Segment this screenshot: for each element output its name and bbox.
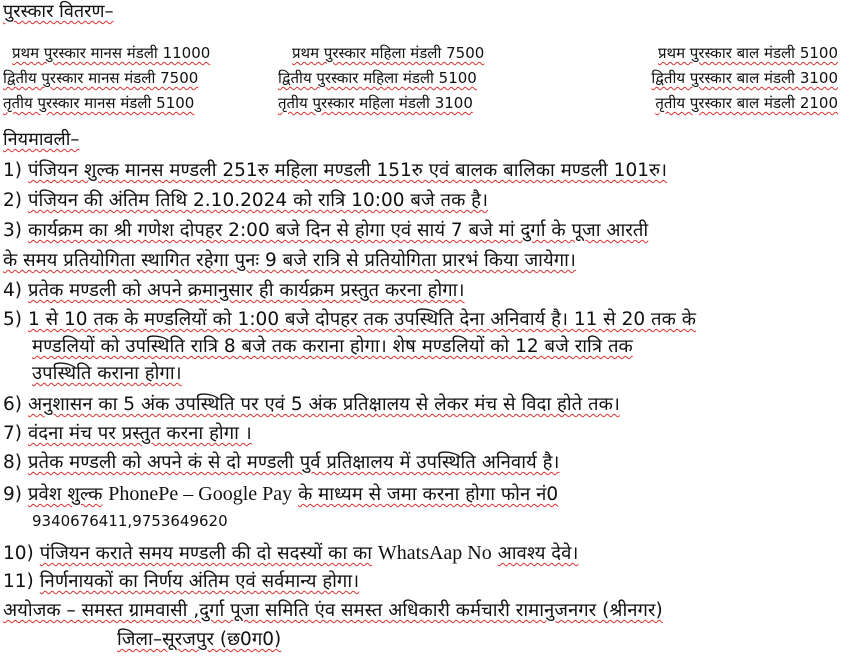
- rule-5: [3, 311, 696, 330]
- payment-apps: PhonePe – Google Pay: [108, 483, 293, 505]
- rule-number: 9): [3, 484, 22, 505]
- phone-numbers: 9340676411,9753649620: [32, 512, 228, 530]
- rule-text-2: आवश्य देवे।: [497, 543, 579, 564]
- rule-number: 6): [3, 394, 22, 415]
- prize-third-manas: तृतीय पुरस्कार मानस मंडली 5100: [3, 94, 195, 112]
- rule-5-continuation-2: उपस्थिति कराना होगा।: [32, 363, 182, 384]
- rule-number: 5): [3, 309, 22, 330]
- rule-8: [3, 454, 559, 473]
- whatsapp-label: WhatsAap No: [377, 542, 492, 564]
- rule-text: कार्यक्रम का श्री गणेश दोपहर 2:00 बजे दिन से होगा एवं सायं 7 बजे मां दुर्गा के पूजा आरती: [28, 220, 649, 241]
- rule-number: 11): [3, 571, 34, 592]
- rule-number: 4): [3, 280, 22, 301]
- rule-number: 1): [3, 160, 22, 181]
- rule-number: 10): [3, 543, 34, 564]
- rule-number: 8): [3, 452, 22, 473]
- prize-third-mahila: तृतीय पुरस्कार महिला मंडली 3100: [278, 94, 473, 112]
- rule-3-continuation: के समय प्रतियोगिता स्थागित रहेगा पुनः 9 बजे रात्रि से प्रतियोगिता प्रारभं किया जायेगा।: [3, 250, 576, 271]
- rule-2: [3, 192, 488, 211]
- rule-text: प्रवेश शुल्क: [28, 484, 103, 505]
- rule-10: [3, 543, 578, 564]
- rule-9: [3, 484, 558, 505]
- prize-first-mahila: प्रथम पुरस्कार महिला मंडली 7500: [292, 44, 485, 62]
- prize-first-bal: प्रथम पुरस्कार बाल मंडली 5100: [657, 44, 838, 62]
- rule-7: [3, 425, 252, 444]
- rule-1: [3, 162, 667, 181]
- rule-text: पंजियन की अंतिम तिथि 2.10.2024 को रात्रि 10:00 बजे तक है।: [28, 190, 489, 211]
- rule-number: 3): [3, 220, 22, 241]
- rule-6: [3, 396, 620, 415]
- rule-number: 2): [3, 190, 22, 211]
- prize-first-manas: प्रथम पुरस्कार मानस मंडली 11000: [12, 44, 211, 62]
- rule-5-continuation: मण्डलियों को उपस्थिति रात्रि 8 बजे तक कराना होगा। शेष मण्डलियों को 12 बजे रात्रि तक: [32, 336, 633, 357]
- rule-11: [3, 573, 359, 592]
- rule-text: निर्णनायकों का निर्णय अंतिम एवं सर्वमान्य होगा।: [39, 571, 360, 592]
- rule-text: वंदना मंच पर प्रस्तुत करना होगा ।: [28, 423, 252, 444]
- prize-second-bal: द्वितीय पुरस्कार बाल मंडली 3100: [651, 69, 838, 87]
- prize-second-mahila: द्वितीय पुरस्कार महिला मंडली 5100: [278, 69, 477, 87]
- prize-third-bal: तृतीय पुरस्कार बाल मंडली 2100: [655, 94, 838, 112]
- prize-distribution-heading: पुरस्कार वितरण–: [3, 1, 114, 22]
- rule-text: प्रतेक मण्डली को अपने कं से दो मण्डली पुर्व प्रतिक्षालय में उपस्थिति अनिवार्य है।: [28, 452, 560, 473]
- rule-text: 1 से 10 तक के मण्डलियों को 1:00 बजे दोपहर तक उपस्थिति देना अनिवार्य है। 11 से 20 तक के: [28, 309, 696, 330]
- rules-heading: नियमावली–: [3, 129, 80, 150]
- rule-3: [3, 222, 648, 241]
- rule-text: पंजियन कराते समय मण्डली की दो सदस्यों का का: [39, 543, 372, 564]
- rule-4: [3, 282, 465, 301]
- rule-text: पंजियन शुल्क मानस मण्डली 251रु महिला मण्डली 151रु एवं बालक बालिका मण्डली 101रु।: [28, 160, 668, 181]
- organizer-line: अयोजक – समस्त ग्रामवासी ,दुर्गा पूजा समिति एंव समस्त अधिकारी कर्मचारी रामानुजनगर (श्रीनगर): [3, 600, 663, 621]
- rule-text: प्रतेक मण्डली को अपने क्रमानुसार ही कार्यक्रम प्रस्तुत करना होगा।: [28, 280, 465, 301]
- district-line: जिला–सूरजपुर (छ0ग0): [117, 629, 282, 650]
- rule-number: 7): [3, 423, 22, 444]
- rule-text-2: के माध्यम से जमा करना होगा फोन नं0: [298, 484, 559, 505]
- prize-second-manas: द्वितीय पुरस्कार मानस मंडली 7500: [3, 69, 199, 87]
- rule-text: अनुशासन का 5 अंक उपस्थिति पर एवं 5 अंक प्रतिक्षालय से लेकर मंच से विदा होते तक।: [28, 394, 620, 415]
